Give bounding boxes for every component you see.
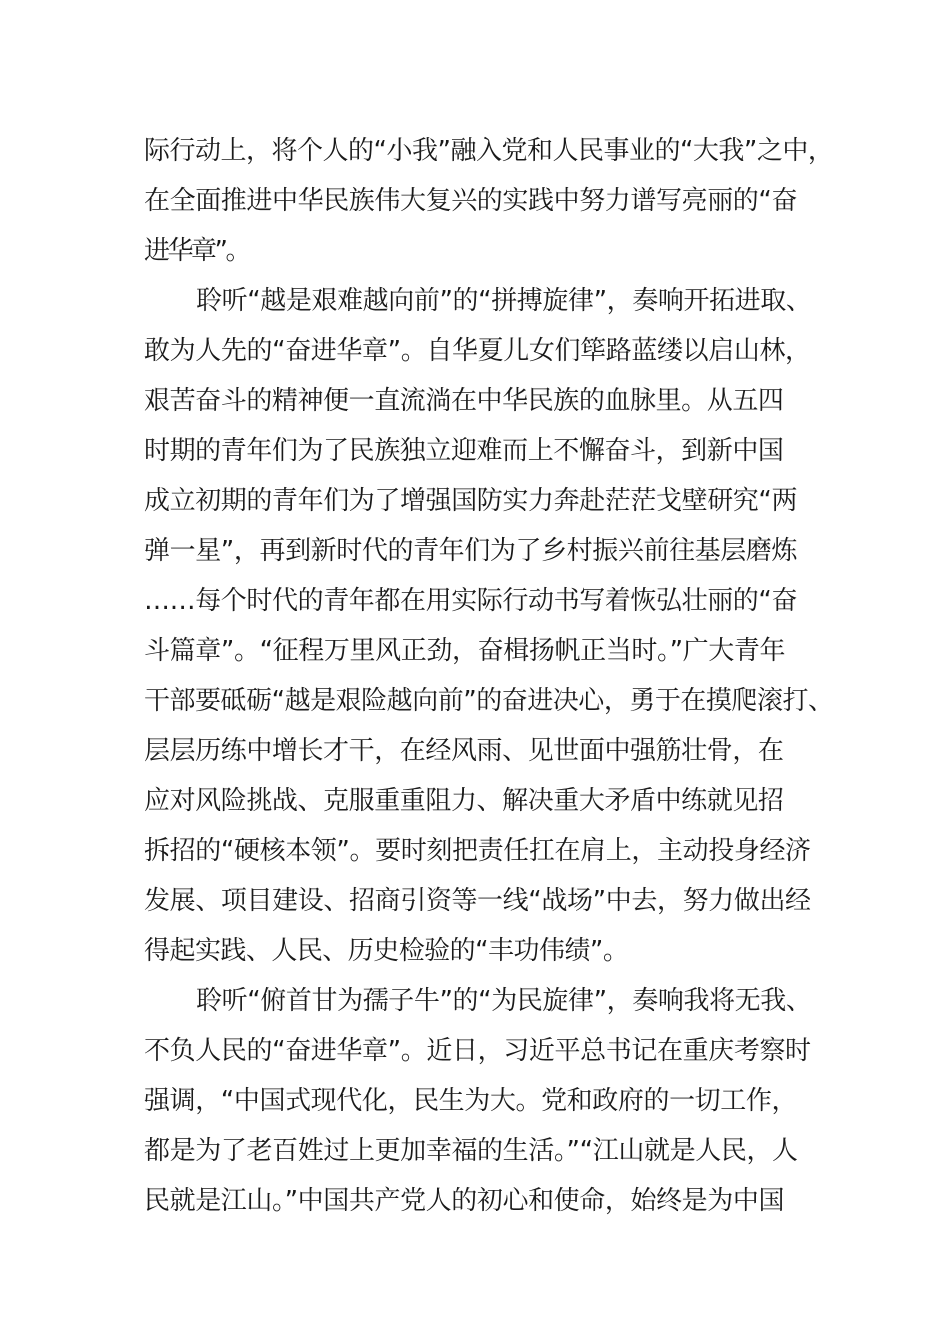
text-line: 强调，“中国式现代化，民生为大。党和政府的一切工作， <box>144 1086 798 1116</box>
text-line: 民就是江山。”中国共产党人的初心和使命，始终是为中国 <box>144 1186 785 1216</box>
paragraph-first-line: 聆听“越是艰难越向前”的“拼搏旋律”，奏响开拓进取、 <box>196 286 812 316</box>
text-line: 斗篇章”。“征程万里风正劲，奋楫扬帆正当时。”广大青年 <box>144 636 786 666</box>
body-text <box>144 126 844 1226</box>
text-line: 在全面推进中华民族伟大复兴的实践中努力谱写亮丽的“奋 <box>144 186 798 216</box>
text-line: 不负人民的“奋进华章”。近日，习近平总书记在重庆考察时 <box>144 1036 811 1066</box>
text-line: 应对风险挑战、克服重重阻力、解决重大矛盾中练就见招 <box>144 786 784 816</box>
text-line: ……每个时代的青年都在用实际行动书写着恢弘壮丽的“奋 <box>144 586 798 616</box>
text-line: 层层历练中增长才干，在经风雨、见世面中强筋壮骨，在 <box>144 736 784 766</box>
text-line: 进华章”。 <box>144 236 249 266</box>
paragraph-first-line: 聆听“俯首甘为孺子牛”的“为民旋律”，奏响我将无我、 <box>196 986 812 1016</box>
text-line: 艰苦奋斗的精神便一直流淌在中华民族的血脉里。从五四 <box>144 386 784 416</box>
text-line: 成立初期的青年们为了增强国防实力奔赴茫茫戈壁研究“两 <box>144 486 798 516</box>
text-line: 得起实践、人民、历史检验的“丰功伟绩”。 <box>144 936 629 966</box>
text-line: 弹一星”，再到新时代的青年们为了乡村振兴前往基层磨炼 <box>144 536 798 566</box>
text-line: 发展、项目建设、招商引资等一线“战场”中去，努力做出经 <box>144 886 811 916</box>
text-line: 拆招的“硬核本领”。要时刻把责任扛在肩上，主动投身经济 <box>144 836 811 866</box>
text-line: 干部要砥砺“越是艰险越向前”的奋进决心，勇于在摸爬滚打、 <box>144 686 834 716</box>
text-line: 敢为人先的“奋进华章”。自华夏儿女们筚路蓝缕以启山林， <box>144 336 811 366</box>
text-line: 都是为了老百姓过上更加幸福的生活。”“江山就是人民，人 <box>144 1136 798 1166</box>
text-line: 际行动上，将个人的“小我”融入党和人民事业的“大我”之中， <box>144 136 834 166</box>
text-line: 时期的青年们为了民族独立迎难而上不懈奋斗，到新中国 <box>144 436 784 466</box>
